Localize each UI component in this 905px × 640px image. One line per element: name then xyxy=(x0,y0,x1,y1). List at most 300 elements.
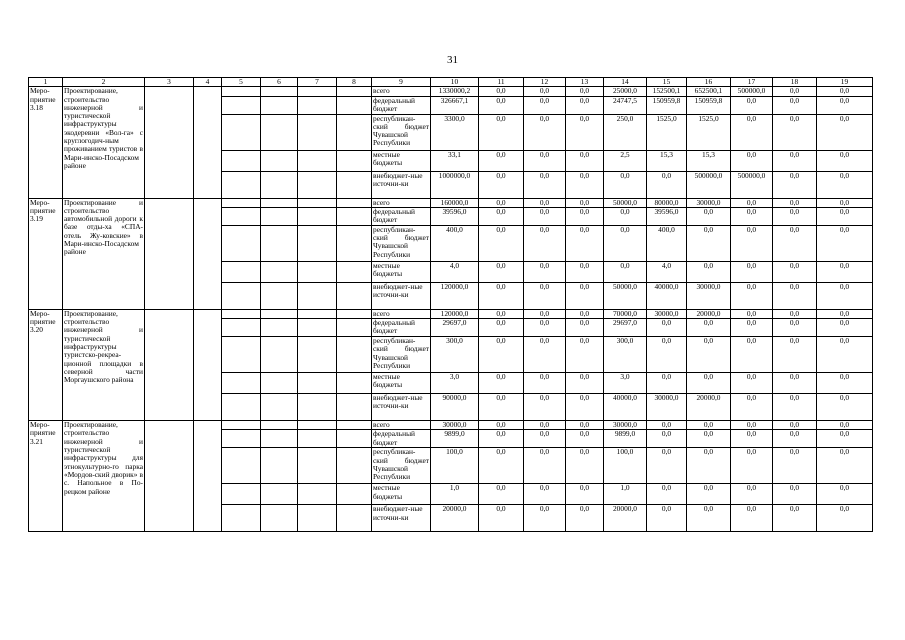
funding-source: местные бюджеты xyxy=(372,150,431,171)
value-cell: 0,0 xyxy=(773,114,817,150)
value-cell: 1525,0 xyxy=(647,114,687,150)
value-cell: 0,0 xyxy=(479,225,524,261)
measure-code: Меро- приятие 3.20 xyxy=(29,309,63,420)
empty-cell xyxy=(222,309,261,318)
empty-cell xyxy=(222,261,261,282)
value-cell: 0,0 xyxy=(479,150,524,171)
value-cell: 0,0 xyxy=(817,505,873,532)
value-cell: 0,0 xyxy=(604,207,647,225)
value-cell: 0,0 xyxy=(773,198,817,207)
value-cell: 0,0 xyxy=(479,171,524,198)
value-cell: 300,0 xyxy=(431,337,479,373)
empty-cell xyxy=(222,448,261,484)
empty-cell xyxy=(261,448,298,484)
empty-cell xyxy=(222,484,261,505)
empty-cell xyxy=(337,96,372,114)
value-cell: 0,0 xyxy=(647,421,687,430)
value-cell: 0,0 xyxy=(817,207,873,225)
value-cell: 0,0 xyxy=(524,114,566,150)
column-header: 10 xyxy=(431,78,479,87)
value-cell: 0,0 xyxy=(566,171,604,198)
empty-cell xyxy=(298,225,337,261)
value-cell: 0,0 xyxy=(479,87,524,96)
value-cell: 0,0 xyxy=(479,198,524,207)
value-cell: 0,0 xyxy=(479,261,524,282)
value-cell: 0,0 xyxy=(566,505,604,532)
value-cell: 0,0 xyxy=(604,225,647,261)
empty-cell xyxy=(261,225,298,261)
value-cell: 0,0 xyxy=(773,261,817,282)
value-cell: 0,0 xyxy=(524,225,566,261)
value-cell: 0,0 xyxy=(731,261,773,282)
column-header: 19 xyxy=(817,78,873,87)
empty-cell xyxy=(145,87,194,198)
value-cell: 0,0 xyxy=(604,171,647,198)
page-number: 31 xyxy=(447,54,458,66)
value-cell: 0,0 xyxy=(566,309,604,318)
funding-source: внебюджет-ные источни-ки xyxy=(372,171,431,198)
value-cell: 30000,0 xyxy=(647,309,687,318)
value-cell: 0,0 xyxy=(731,114,773,150)
empty-cell xyxy=(261,373,298,394)
column-header: 12 xyxy=(524,78,566,87)
empty-cell xyxy=(337,421,372,430)
value-cell: 0,0 xyxy=(687,337,731,373)
value-cell: 0,0 xyxy=(773,150,817,171)
value-cell: 0,0 xyxy=(647,505,687,532)
empty-cell xyxy=(298,198,337,207)
value-cell: 50000,0 xyxy=(604,282,647,309)
value-cell: 3300,0 xyxy=(431,114,479,150)
value-cell: 0,0 xyxy=(479,394,524,421)
value-cell: 29697,0 xyxy=(604,319,647,337)
value-cell: 160000,0 xyxy=(431,198,479,207)
empty-cell xyxy=(194,421,222,532)
value-cell: 0,0 xyxy=(524,96,566,114)
funding-source: местные бюджеты xyxy=(372,484,431,505)
empty-cell xyxy=(261,394,298,421)
value-cell: 0,0 xyxy=(731,448,773,484)
empty-cell xyxy=(337,207,372,225)
value-cell: 0,0 xyxy=(524,505,566,532)
empty-cell xyxy=(145,309,194,420)
empty-cell xyxy=(261,319,298,337)
column-header: 9 xyxy=(372,78,431,87)
empty-cell xyxy=(261,309,298,318)
column-header: 5 xyxy=(222,78,261,87)
value-cell: 15,3 xyxy=(647,150,687,171)
value-cell: 0,0 xyxy=(773,96,817,114)
value-cell: 0,0 xyxy=(731,96,773,114)
empty-cell xyxy=(298,484,337,505)
empty-cell xyxy=(145,198,194,309)
value-cell: 0,0 xyxy=(524,448,566,484)
value-cell: 0,0 xyxy=(566,319,604,337)
empty-cell xyxy=(337,373,372,394)
value-cell: 39596,0 xyxy=(647,207,687,225)
column-header: 4 xyxy=(194,78,222,87)
value-cell: 3,0 xyxy=(431,373,479,394)
value-cell: 0,0 xyxy=(773,448,817,484)
empty-cell xyxy=(261,150,298,171)
value-cell: 50000,0 xyxy=(604,198,647,207)
empty-cell xyxy=(298,505,337,532)
value-cell: 0,0 xyxy=(479,337,524,373)
value-cell: 0,0 xyxy=(524,198,566,207)
table-row xyxy=(29,309,873,318)
column-header: 11 xyxy=(479,78,524,87)
value-cell: 0,0 xyxy=(479,309,524,318)
empty-cell xyxy=(337,198,372,207)
value-cell: 0,0 xyxy=(479,484,524,505)
value-cell: 0,0 xyxy=(687,430,731,448)
empty-cell xyxy=(222,198,261,207)
empty-cell xyxy=(222,421,261,430)
empty-cell xyxy=(298,87,337,96)
value-cell: 150959,8 xyxy=(687,96,731,114)
value-cell: 0,0 xyxy=(479,282,524,309)
value-cell: 1000000,0 xyxy=(431,171,479,198)
value-cell: 0,0 xyxy=(773,337,817,373)
value-cell: 0,0 xyxy=(731,484,773,505)
empty-cell xyxy=(222,87,261,96)
table-header xyxy=(29,78,873,87)
value-cell: 0,0 xyxy=(524,207,566,225)
empty-cell xyxy=(261,282,298,309)
column-header: 15 xyxy=(647,78,687,87)
value-cell: 0,0 xyxy=(524,394,566,421)
empty-cell xyxy=(222,282,261,309)
measure-name: Проектирование, строительство инженерной и туристической инфраструктуры для этнокультурно-го парка «Мордов-ский дворик» в с. Напольное в По-рецком районе xyxy=(63,421,145,532)
value-cell: 0,0 xyxy=(731,150,773,171)
empty-cell xyxy=(337,171,372,198)
value-cell: 0,0 xyxy=(524,421,566,430)
empty-cell xyxy=(222,225,261,261)
value-cell: 0,0 xyxy=(479,96,524,114)
value-cell: 0,0 xyxy=(604,261,647,282)
empty-cell xyxy=(222,114,261,150)
empty-cell xyxy=(261,505,298,532)
value-cell: 0,0 xyxy=(731,421,773,430)
value-cell: 0,0 xyxy=(566,207,604,225)
value-cell: 0,0 xyxy=(566,337,604,373)
table-row xyxy=(29,198,873,207)
funding-source: федеральный бюджет xyxy=(372,207,431,225)
value-cell: 120000,0 xyxy=(431,282,479,309)
value-cell: 0,0 xyxy=(773,225,817,261)
value-cell: 15,3 xyxy=(687,150,731,171)
value-cell: 0,0 xyxy=(647,448,687,484)
empty-cell xyxy=(337,282,372,309)
value-cell: 0,0 xyxy=(817,114,873,150)
value-cell: 0,0 xyxy=(731,309,773,318)
value-cell: 30000,0 xyxy=(647,394,687,421)
value-cell: 0,0 xyxy=(647,171,687,198)
value-cell: 0,0 xyxy=(773,87,817,96)
value-cell: 39596,0 xyxy=(431,207,479,225)
measure-name: Проектирование, строительство инженерной и туристической инфраструктуры экодеревни «Вол-га» с круглогодич-ным проживанием туристов в Мари-инско-Посадском районе xyxy=(63,87,145,198)
empty-cell xyxy=(222,96,261,114)
value-cell: 0,0 xyxy=(566,394,604,421)
empty-cell xyxy=(222,171,261,198)
value-cell: 0,0 xyxy=(817,171,873,198)
empty-cell xyxy=(337,448,372,484)
empty-cell xyxy=(194,309,222,420)
value-cell: 500000,0 xyxy=(731,87,773,96)
value-cell: 0,0 xyxy=(524,373,566,394)
value-cell: 0,0 xyxy=(566,198,604,207)
value-cell: 0,0 xyxy=(524,171,566,198)
empty-cell xyxy=(298,421,337,430)
value-cell: 0,0 xyxy=(731,198,773,207)
value-cell: 0,0 xyxy=(524,484,566,505)
empty-cell xyxy=(222,207,261,225)
empty-cell xyxy=(261,171,298,198)
value-cell: 0,0 xyxy=(731,337,773,373)
funding-source: федеральный бюджет xyxy=(372,96,431,114)
measure-code: Меро- приятие 3.21 xyxy=(29,421,63,532)
empty-cell xyxy=(261,207,298,225)
empty-cell xyxy=(337,309,372,318)
column-header: 13 xyxy=(566,78,604,87)
empty-cell xyxy=(261,96,298,114)
column-header: 7 xyxy=(298,78,337,87)
column-number-row xyxy=(29,78,873,87)
empty-cell xyxy=(337,87,372,96)
value-cell: 326667,1 xyxy=(431,96,479,114)
value-cell: 24747,5 xyxy=(604,96,647,114)
empty-cell xyxy=(145,421,194,532)
value-cell: 0,0 xyxy=(773,373,817,394)
value-cell: 4,0 xyxy=(431,261,479,282)
value-cell: 150959,8 xyxy=(647,96,687,114)
value-cell: 0,0 xyxy=(566,373,604,394)
value-cell: 0,0 xyxy=(687,484,731,505)
value-cell: 500000,0 xyxy=(687,171,731,198)
value-cell: 0,0 xyxy=(731,207,773,225)
value-cell: 0,0 xyxy=(773,505,817,532)
value-cell: 100,0 xyxy=(604,448,647,484)
empty-cell xyxy=(337,430,372,448)
value-cell: 0,0 xyxy=(524,319,566,337)
empty-cell xyxy=(298,171,337,198)
value-cell: 0,0 xyxy=(817,421,873,430)
value-cell: 500000,0 xyxy=(731,171,773,198)
value-cell: 0,0 xyxy=(566,448,604,484)
value-cell: 9899,0 xyxy=(431,430,479,448)
empty-cell xyxy=(222,337,261,373)
empty-cell xyxy=(222,505,261,532)
value-cell: 0,0 xyxy=(524,87,566,96)
empty-cell xyxy=(261,337,298,373)
value-cell: 20000,0 xyxy=(687,394,731,421)
column-header: 6 xyxy=(261,78,298,87)
value-cell: 0,0 xyxy=(479,207,524,225)
value-cell: 0,0 xyxy=(773,207,817,225)
value-cell: 0,0 xyxy=(566,484,604,505)
value-cell: 152500,1 xyxy=(647,87,687,96)
value-cell: 0,0 xyxy=(566,114,604,150)
funding-source: местные бюджеты xyxy=(372,261,431,282)
value-cell: 30000,0 xyxy=(687,198,731,207)
empty-cell xyxy=(194,87,222,198)
value-cell: 0,0 xyxy=(817,337,873,373)
value-cell: 70000,0 xyxy=(604,309,647,318)
value-cell: 0,0 xyxy=(687,421,731,430)
empty-cell xyxy=(261,114,298,150)
table-row xyxy=(29,421,873,430)
value-cell: 0,0 xyxy=(817,448,873,484)
value-cell: 20000,0 xyxy=(431,505,479,532)
funding-source: федеральный бюджет xyxy=(372,319,431,337)
value-cell: 0,0 xyxy=(773,319,817,337)
empty-cell xyxy=(298,448,337,484)
budget-table xyxy=(28,77,873,532)
column-header: 17 xyxy=(731,78,773,87)
table-body xyxy=(29,87,873,532)
value-cell: 1,0 xyxy=(604,484,647,505)
value-cell: 0,0 xyxy=(817,394,873,421)
empty-cell xyxy=(261,261,298,282)
value-cell: 80000,0 xyxy=(647,198,687,207)
empty-cell xyxy=(298,319,337,337)
value-cell: 1330000,2 xyxy=(431,87,479,96)
value-cell: 0,0 xyxy=(817,430,873,448)
value-cell: 90000,0 xyxy=(431,394,479,421)
value-cell: 25000,0 xyxy=(604,87,647,96)
value-cell: 0,0 xyxy=(731,430,773,448)
value-cell: 1,0 xyxy=(431,484,479,505)
empty-cell xyxy=(337,337,372,373)
value-cell: 4,0 xyxy=(647,261,687,282)
value-cell: 0,0 xyxy=(817,319,873,337)
value-cell: 0,0 xyxy=(773,421,817,430)
value-cell: 0,0 xyxy=(731,373,773,394)
value-cell: 30000,0 xyxy=(604,421,647,430)
value-cell: 0,0 xyxy=(773,171,817,198)
column-header: 3 xyxy=(145,78,194,87)
value-cell: 0,0 xyxy=(479,421,524,430)
value-cell: 0,0 xyxy=(566,421,604,430)
value-cell: 0,0 xyxy=(524,337,566,373)
value-cell: 0,0 xyxy=(817,96,873,114)
value-cell: 30000,0 xyxy=(431,421,479,430)
value-cell: 30000,0 xyxy=(687,282,731,309)
empty-cell xyxy=(337,319,372,337)
empty-cell xyxy=(298,282,337,309)
column-header: 16 xyxy=(687,78,731,87)
value-cell: 0,0 xyxy=(731,505,773,532)
funding-source: всего xyxy=(372,198,431,207)
value-cell: 0,0 xyxy=(566,225,604,261)
empty-cell xyxy=(337,150,372,171)
value-cell: 0,0 xyxy=(566,430,604,448)
value-cell: 2,5 xyxy=(604,150,647,171)
empty-cell xyxy=(222,150,261,171)
value-cell: 0,0 xyxy=(731,394,773,421)
value-cell: 9899,0 xyxy=(604,430,647,448)
value-cell: 1525,0 xyxy=(687,114,731,150)
value-cell: 3,0 xyxy=(604,373,647,394)
empty-cell xyxy=(298,207,337,225)
value-cell: 300,0 xyxy=(604,337,647,373)
value-cell: 0,0 xyxy=(647,319,687,337)
value-cell: 0,0 xyxy=(817,261,873,282)
value-cell: 0,0 xyxy=(524,309,566,318)
empty-cell xyxy=(261,87,298,96)
column-header: 8 xyxy=(337,78,372,87)
empty-cell xyxy=(298,96,337,114)
funding-source: федеральный бюджет xyxy=(372,430,431,448)
empty-cell xyxy=(298,430,337,448)
value-cell: 400,0 xyxy=(647,225,687,261)
empty-cell xyxy=(261,484,298,505)
empty-cell xyxy=(337,484,372,505)
value-cell: 0,0 xyxy=(817,484,873,505)
value-cell: 0,0 xyxy=(687,225,731,261)
value-cell: 0,0 xyxy=(817,198,873,207)
value-cell: 0,0 xyxy=(687,261,731,282)
value-cell: 0,0 xyxy=(773,484,817,505)
funding-source: республикан-ский бюджет Чувашской Республики xyxy=(372,448,431,484)
value-cell: 0,0 xyxy=(479,319,524,337)
value-cell: 0,0 xyxy=(817,282,873,309)
value-cell: 0,0 xyxy=(817,87,873,96)
value-cell: 0,0 xyxy=(524,430,566,448)
empty-cell xyxy=(337,394,372,421)
funding-source: республикан-ский бюджет Чувашской Республики xyxy=(372,114,431,150)
empty-cell xyxy=(298,114,337,150)
value-cell: 0,0 xyxy=(479,114,524,150)
value-cell: 0,0 xyxy=(817,309,873,318)
funding-source: республикан-ский бюджет Чувашской Республики xyxy=(372,337,431,373)
empty-cell xyxy=(222,319,261,337)
empty-cell xyxy=(298,373,337,394)
value-cell: 0,0 xyxy=(773,394,817,421)
measure-code: Меро- приятие 3.19 xyxy=(29,198,63,309)
value-cell: 0,0 xyxy=(566,282,604,309)
value-cell: 0,0 xyxy=(731,319,773,337)
value-cell: 0,0 xyxy=(524,150,566,171)
empty-cell xyxy=(337,114,372,150)
value-cell: 0,0 xyxy=(817,373,873,394)
empty-cell xyxy=(337,261,372,282)
value-cell: 0,0 xyxy=(647,337,687,373)
value-cell: 250,0 xyxy=(604,114,647,150)
value-cell: 652500,1 xyxy=(687,87,731,96)
value-cell: 100,0 xyxy=(431,448,479,484)
empty-cell xyxy=(337,225,372,261)
funding-source: внебюджет-ные источни-ки xyxy=(372,394,431,421)
empty-cell xyxy=(194,198,222,309)
value-cell: 0,0 xyxy=(647,373,687,394)
value-cell: 40000,0 xyxy=(604,394,647,421)
value-cell: 0,0 xyxy=(524,261,566,282)
empty-cell xyxy=(222,430,261,448)
value-cell: 120000,0 xyxy=(431,309,479,318)
funding-source: республикан-ский бюджет Чувашской Республики xyxy=(372,225,431,261)
value-cell: 0,0 xyxy=(647,430,687,448)
value-cell: 0,0 xyxy=(731,225,773,261)
value-cell: 20000,0 xyxy=(687,309,731,318)
value-cell: 0,0 xyxy=(773,309,817,318)
value-cell: 0,0 xyxy=(817,225,873,261)
measure-name: Проектирование, строительство инженерной и туристической инфраструктуры туристско-рекреа-ционной площадки в северной части Моргаушского района xyxy=(63,309,145,420)
funding-source: всего xyxy=(372,87,431,96)
empty-cell xyxy=(261,430,298,448)
measure-name: Проектирование и строительство автомобильной дороги к базе отды-ха «СПА-отель Жу-ковские» в Мари-инско-Посадском районе xyxy=(63,198,145,309)
value-cell: 0,0 xyxy=(566,96,604,114)
